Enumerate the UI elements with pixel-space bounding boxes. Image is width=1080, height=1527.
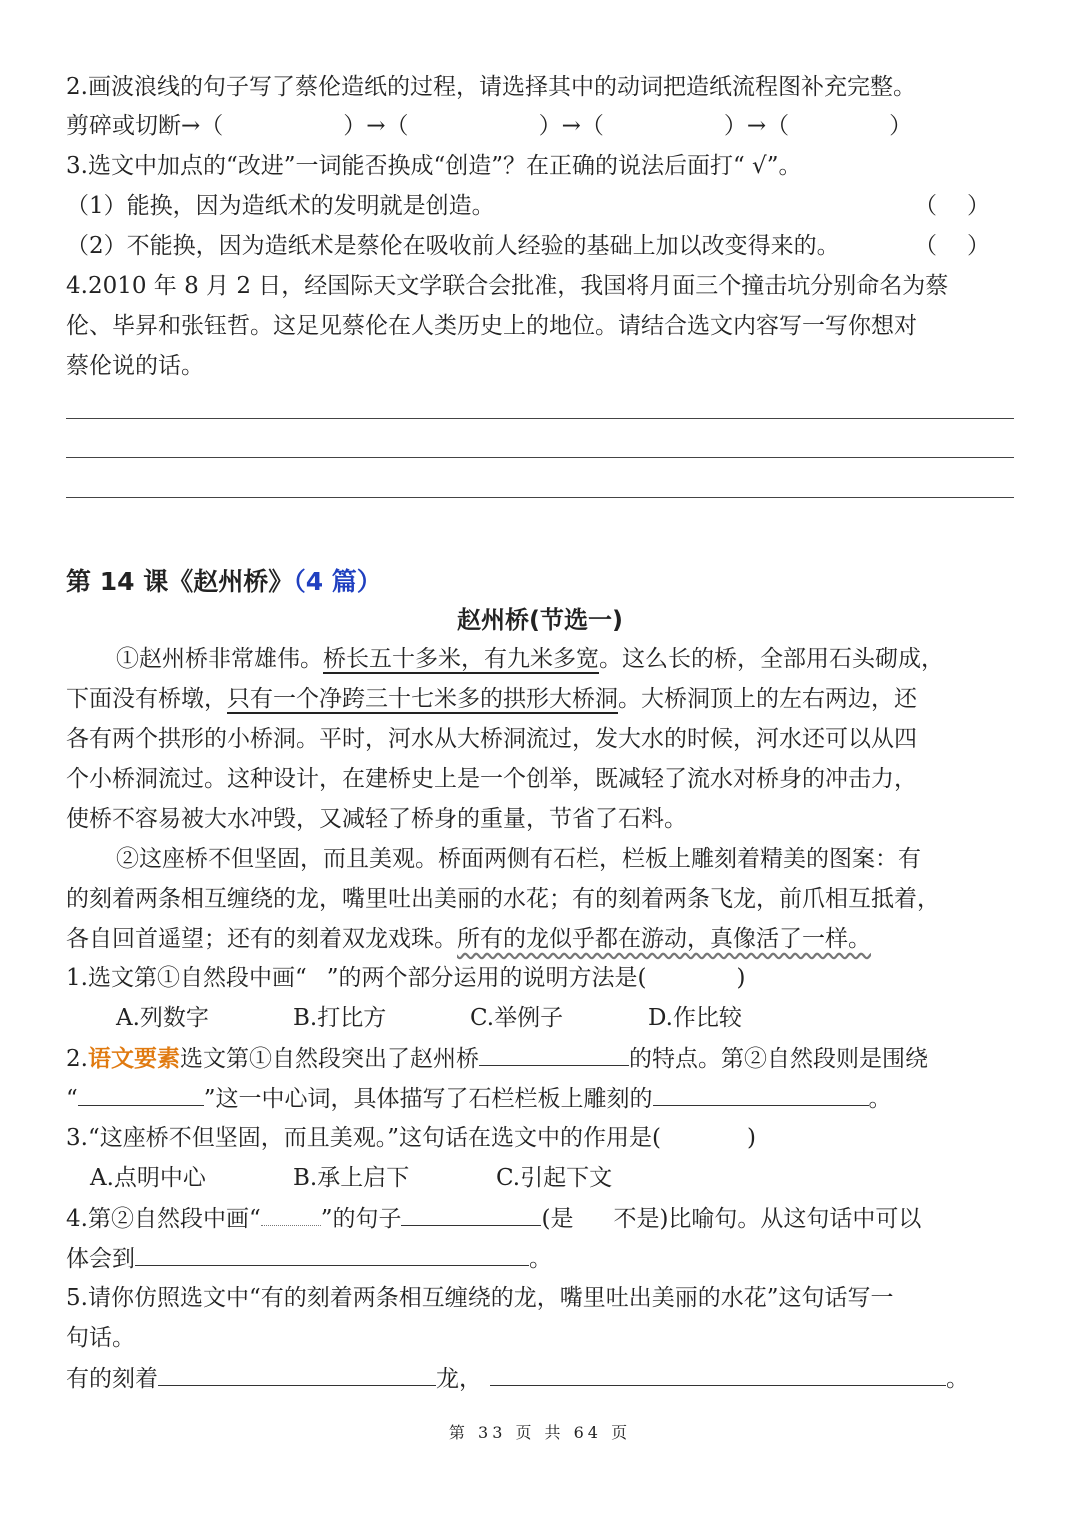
exercise-3: 3.“这座桥不但坚固，而且美观。”这句话在选文中的作用是( ): [66, 1125, 756, 1151]
q4-line-3: 蔡伦说的话。: [66, 353, 204, 379]
exercise-2-cont: “ ”这一中心词，具体描写了石栏栏板上雕刻的 。: [66, 1083, 892, 1114]
flow-close: ）: [723, 113, 747, 139]
q3-option-1: [66, 191, 1000, 221]
q3-option-1-paren[interactable]: （ ）: [914, 193, 990, 219]
flow-close: ）: [889, 113, 913, 139]
passage-line: 各有两个拱形的小桥洞。平时，河水从大桥洞流过，发大水的时候，河水还可以从四: [66, 726, 917, 752]
exercise-4-cont: 体会到 。: [66, 1243, 552, 1274]
option-b[interactable]: B.打比方: [293, 1005, 387, 1031]
exercise-4: 4.第②自然段中画“ ”的句子 (是 不是)比喻句。从这句话中可以: [66, 1203, 921, 1234]
q4-line-2: 伦、毕昇和张钰哲。这足见蔡伦在人类历史上的地位。请结合选文内容写一写你想对: [66, 313, 917, 339]
exercise-1: 1.选文第①自然段中画“ ”的两个部分运用的说明方法是( ): [66, 965, 746, 991]
option-c[interactable]: C.举例子: [470, 1005, 564, 1031]
exercise-2: 2.语文要素选文第①自然段突出了赵州桥 的特点。第②自然段则是围绕: [66, 1045, 928, 1072]
q3-text: 3.选文中加点的“改进”一词能否换成“创造”？在正确的说法后面打“ √”。: [66, 153, 802, 179]
chinese-element-tag: 语文要素: [87, 1045, 180, 1072]
lesson-title-text: 第 14 课《赵州桥》: [66, 567, 294, 596]
exercise-5: 5.请你仿照选文中“有的刻着两条相互缠绕的龙，嘴里吐出美丽的水花”这句话写一: [66, 1285, 894, 1311]
answer-line[interactable]: [66, 497, 1014, 498]
fill-blank[interactable]: [158, 1363, 436, 1386]
fill-blank[interactable]: [401, 1203, 541, 1226]
option-a[interactable]: A.列数字: [116, 1005, 209, 1031]
flow-arrow: →（: [746, 113, 790, 139]
underlined-phrase: 桥长五十多米，有九米多宽: [323, 646, 599, 672]
answer-line[interactable]: [66, 457, 1014, 458]
passage-line: ②这座桥不但坚固，而且美观。桥面两侧有石栏，栏板上雕刻着精美的图案：有: [116, 846, 921, 872]
option-d[interactable]: D.作比较: [648, 1005, 742, 1031]
q4-line-1: 4.2010 年 8 月 2 日，经国际天文学联合会批准，我国将月面三个撞击坑分别命名为蔡: [66, 273, 949, 299]
passage-line: 使桥不容易被大水冲毁，又减轻了桥身的重量，节省了石料。: [66, 806, 687, 832]
fill-blank[interactable]: [479, 1043, 629, 1066]
flow-start: 剪碎或切断: [66, 113, 181, 139]
option-a[interactable]: A.点明中心: [90, 1165, 206, 1191]
underlined-phrase: 只有一个净跨三十七米多的拱形大桥洞: [227, 686, 618, 712]
lesson-count: （4 篇）: [293, 567, 382, 596]
exercise-5-cont: 句话。: [66, 1325, 135, 1351]
passage-line: 下面没有桥墩，只有一个净跨三十七米多的拱形大桥洞。大桥洞顶上的左右两边，还: [66, 686, 917, 712]
q3-option-2-paren[interactable]: （ ）: [914, 233, 990, 259]
lesson-title: [66, 562, 382, 598]
answer-line[interactable]: [66, 418, 1014, 419]
flow-arrow: →（: [366, 113, 409, 139]
fill-blank[interactable]: [135, 1243, 529, 1266]
flow-close: ）: [538, 113, 562, 139]
flow-arrow: →（: [561, 113, 604, 139]
option-c[interactable]: C.引起下文: [496, 1165, 613, 1191]
fill-blank[interactable]: [78, 1083, 204, 1106]
page-number: 第 33 页 共 64 页: [448, 1423, 632, 1442]
fill-blank[interactable]: [653, 1083, 869, 1106]
passage-line: 个小桥洞流过。这种设计，在建桥史上是一个创举，既减轻了流水对桥身的冲击力，: [66, 766, 917, 792]
q3-option-1-text: （1）能换，因为造纸术的发明就是创造。: [66, 193, 495, 219]
passage-line: 各自回首遥望；还有的刻着双龙戏珠。所有的龙似乎都在游动，真像活了一样。: [66, 926, 871, 952]
exercise-5-answer: 有的刻着 龙， 。: [66, 1363, 969, 1394]
q2-flowchart: [66, 111, 912, 141]
passage-line: ①赵州桥非常雄伟。桥长五十多米，有九米多宽。这么长的桥，全部用石头砌成，: [116, 646, 944, 672]
option-b[interactable]: B.承上启下: [293, 1165, 410, 1191]
fill-blank[interactable]: [490, 1363, 946, 1386]
flow-close: ）: [343, 113, 367, 139]
q2-text: 2.画波浪线的句子写了蔡伦造纸的过程，请选择其中的动词把造纸流程图补充完整。: [66, 74, 916, 100]
passage-title: 赵州桥(节选一): [457, 606, 623, 634]
flow-arrow: →（: [181, 113, 224, 139]
wavy-sentence: 所有的龙似乎都在游动，真像活了一样。: [457, 926, 871, 952]
passage-line: 的刻着两条相互缠绕的龙，嘴里吐出美丽的水花；有的刻着两条飞龙，前爪相互抵着，: [66, 886, 940, 912]
q3-option-2: [66, 231, 1000, 261]
q3-option-2-text: （2）不能换，因为造纸术是蔡伦在吸收前人经验的基础上加以改变得来的。: [66, 233, 840, 259]
